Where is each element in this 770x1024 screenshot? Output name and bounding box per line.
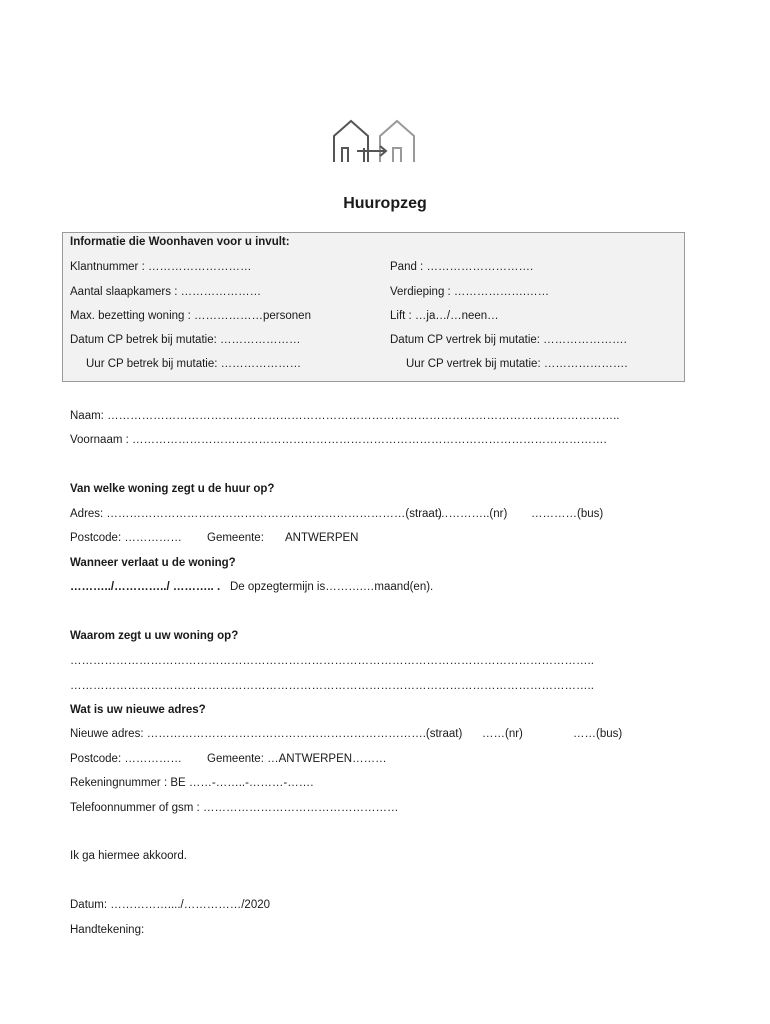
field-opzegtermijn[interactable]: De opzegtermijn is……….…maand(en). <box>230 581 434 593</box>
info-field-datum-cp-betrek: Datum CP betrek bij mutatie: ………………… <box>70 334 301 346</box>
info-field-pand: Pand : ………………………. <box>390 261 534 273</box>
info-field-uur-cp-betrek: Uur CP betrek bij mutatie: ………………… <box>86 358 302 370</box>
info-field-bezetting: Max. bezetting woning : ………………personen <box>70 310 311 322</box>
section-heading-leave: Wanneer verlaat u de woning? <box>70 557 236 569</box>
info-box-heading: Informatie die Woonhaven voor u invult: <box>70 236 290 248</box>
field-telefoon[interactable]: Telefoonnummer of gsm : …………………………………………… <box>70 802 399 814</box>
section-heading-new-address: Wat is uw nieuwe adres? <box>70 704 206 716</box>
field-voornaam[interactable]: Voornaam : ……………………………………………………………………………………………………………. <box>70 434 607 446</box>
info-field-slaapkamers: Aantal slaapkamers : ………………… <box>70 286 262 298</box>
info-field-verdieping: Verdieping : ……………….…… <box>390 286 550 298</box>
field-adres-nr[interactable]: …………..(nr) <box>437 508 508 520</box>
field-postcode[interactable]: Postcode: …………… <box>70 532 182 544</box>
field-new-adres-nr[interactable]: ……(nr) <box>482 728 523 740</box>
info-field-datum-cp-vertrek: Datum CP vertrek bij mutatie: …………………. <box>390 334 627 346</box>
info-field-klantnummer: Klantnummer : ……………………… <box>70 261 252 273</box>
field-reason-line-1[interactable]: ……………………………………………………………………………………………………………………….. <box>70 655 594 667</box>
field-rekeningnummer[interactable]: Rekeningnummer : BE ……-……..-………-……. <box>70 777 314 789</box>
field-new-adres-bus[interactable]: ……(bus) <box>573 728 623 740</box>
field-new-gemeente[interactable]: Gemeente: …ANTWERPEN……… <box>207 753 387 765</box>
field-new-adres-straat[interactable]: Nieuwe adres: ……………………………………………………………….(straat) <box>70 728 463 740</box>
field-datum[interactable]: Datum: ……………..../……………/2020 <box>70 899 271 911</box>
field-adres-straat[interactable]: Adres: ……………………………………………………………………(straat) <box>70 508 442 520</box>
field-naam[interactable]: Naam: …………………………………………………………………………………………………………………….. <box>70 410 620 422</box>
field-adres-bus[interactable]: …………(bus) <box>531 508 604 520</box>
section-heading-current-home: Van welke woning zegt u de huur op? <box>70 483 275 495</box>
page-title: Huuropzeg <box>343 195 427 212</box>
info-field-lift: Lift : …ja…/…neen… <box>390 310 499 322</box>
houses-move-icon <box>331 118 417 166</box>
section-heading-reason: Waarom zegt u uw woning op? <box>70 630 239 642</box>
label-gemeente: Gemeente: <box>207 532 264 544</box>
field-reason-line-2[interactable]: ……………………………………………………………………………………………………………………….. <box>70 680 594 692</box>
field-leave-date[interactable]: ………../…………../ ……….. . <box>70 581 221 593</box>
field-handtekening[interactable]: Handtekening: <box>70 924 145 936</box>
field-new-postcode[interactable]: Postcode: …………… <box>70 753 182 765</box>
agreement-text: Ik ga hiermee akkoord. <box>70 850 187 862</box>
info-field-uur-cp-vertrek: Uur CP vertrek bij mutatie: …………………. <box>406 358 628 370</box>
value-gemeente: ANTWERPEN <box>285 532 359 544</box>
